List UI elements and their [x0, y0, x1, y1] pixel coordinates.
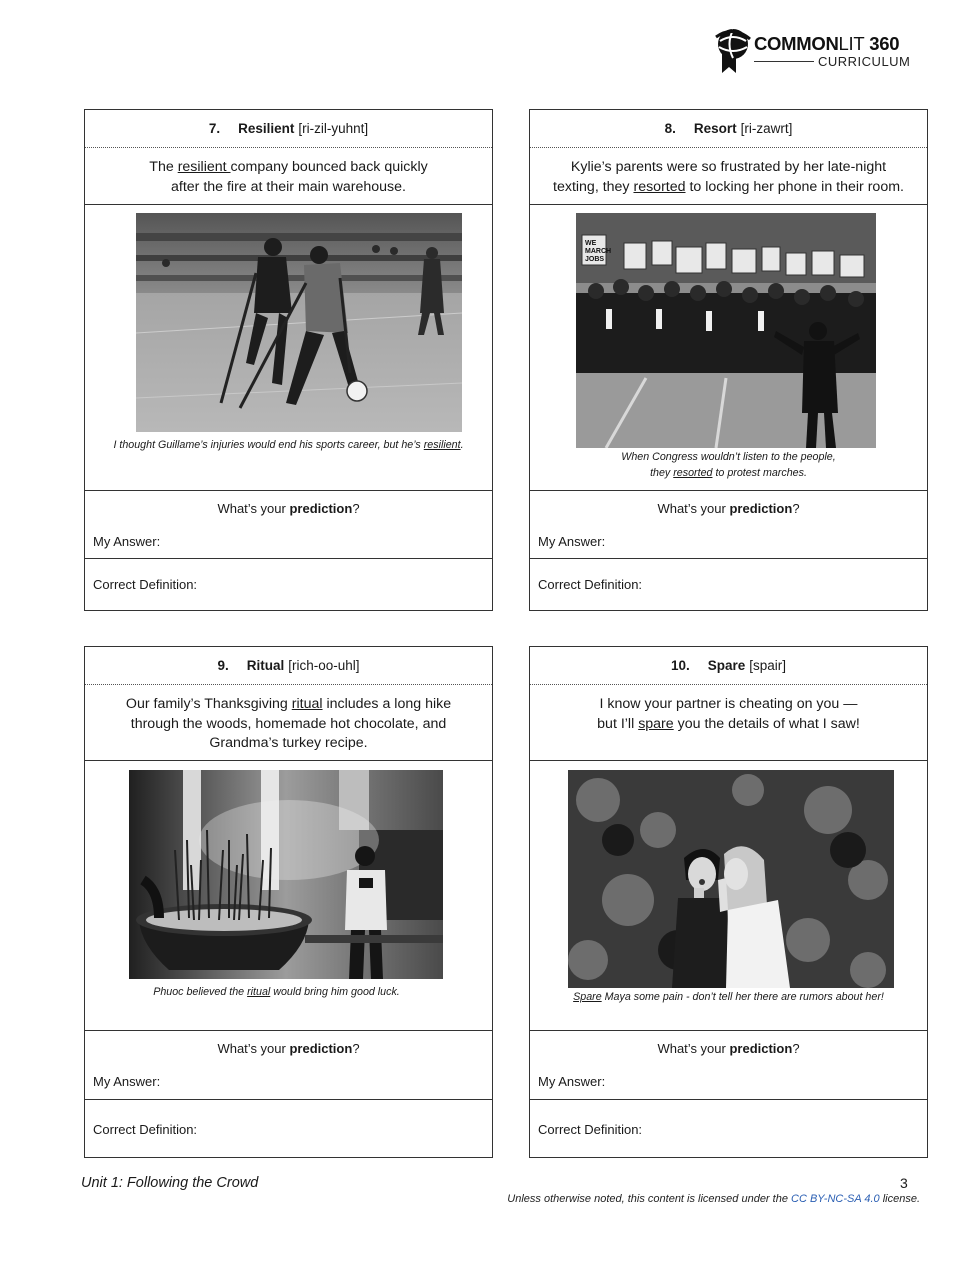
vocab-card-9: [84, 646, 493, 1158]
image-caption: When Congress wouldn’t listen to the people, they resorted to protest marches.: [621, 451, 836, 479]
vocab-card-8: [529, 109, 928, 611]
pronunciation: [ri-zawrt]: [740, 121, 793, 136]
pronunciation: [spair]: [749, 658, 787, 673]
card-number: 8.: [664, 121, 676, 136]
pronunciation: [rich-oo-uhl]: [288, 658, 360, 673]
card-number: 10.: [670, 658, 690, 673]
svg-text:MARCH: MARCH: [585, 248, 612, 255]
correct-definition-field[interactable]: Correct Definition:: [93, 1122, 198, 1137]
incense-temple-photo: [129, 770, 443, 979]
definition-section: [85, 559, 492, 610]
card-title: [530, 110, 927, 148]
svg-text:WE: WE: [585, 240, 597, 247]
protest-march-photo: [576, 213, 876, 448]
amputee-soccer-photo: [136, 213, 462, 432]
my-answer-field[interactable]: My Answer:: [93, 534, 161, 549]
card-title: [530, 647, 927, 685]
logo-subtitle: CURRICULUM: [818, 54, 911, 69]
my-answer-field[interactable]: My Answer:: [93, 1074, 161, 1089]
prediction-question: What’s your prediction?: [657, 501, 800, 516]
pronunciation: [ri-zil-yuhnt]: [298, 121, 369, 136]
example-sentence: Kylie’s parents were so frustrated by her late-night texting, they resorted to locking her phone in their room.: [530, 148, 927, 205]
svg-text:JOBS: JOBS: [585, 256, 605, 263]
card-title: [85, 110, 492, 148]
vocab-word: Resort: [693, 121, 737, 136]
card-number: 9.: [217, 658, 229, 673]
vocab-card-10: [529, 646, 928, 1158]
image-caption: I thought Guillame’s injuries would end his sports career, but he’s resilient.: [113, 439, 464, 451]
image-panel: [85, 205, 492, 491]
vocab-word: Ritual: [246, 658, 285, 673]
prediction-section: [85, 491, 492, 559]
page-number: 3: [900, 1175, 908, 1191]
card-number: 7.: [208, 121, 221, 136]
whispering-girls-photo: [568, 770, 894, 988]
prediction-question: What’s your prediction?: [217, 1041, 360, 1056]
correct-definition-field[interactable]: Correct Definition:: [538, 1122, 643, 1137]
license-notice: Unless otherwise noted, this content is licensed under the CC BY-NC-SA 4.0 license.: [507, 1193, 920, 1205]
correct-definition-field[interactable]: Correct Definition:: [93, 577, 198, 592]
definition-section: [530, 559, 927, 610]
image-panel: [85, 761, 492, 1031]
logo-title: COMMONLIT 360: [754, 33, 900, 54]
license-link[interactable]: CC BY-NC-SA 4.0: [791, 1193, 880, 1205]
vocab-word: Resilient: [238, 121, 295, 136]
image-panel: [530, 205, 927, 491]
image-panel: [530, 761, 927, 1031]
definition-section: [85, 1100, 492, 1157]
prediction-section: [85, 1031, 492, 1100]
prediction-question: What’s your prediction?: [217, 501, 360, 516]
logo-rule: [754, 61, 814, 62]
my-answer-field[interactable]: My Answer:: [538, 1074, 606, 1089]
card-title: [85, 647, 492, 685]
vocab-card-7: [84, 109, 493, 611]
vocab-word: Spare: [707, 658, 746, 673]
prediction-question: What’s your prediction?: [657, 1041, 800, 1056]
correct-definition-field[interactable]: Correct Definition:: [538, 577, 643, 592]
example-sentence: I know your partner is cheating on you — but I’ll spare you the details of what I saw!: [530, 685, 927, 761]
prediction-section: [530, 1031, 927, 1100]
example-sentence: The resilient company bounced back quickly after the fire at their main warehouse.: [85, 148, 492, 205]
unit-title: Unit 1: Following the Crowd: [81, 1175, 259, 1191]
image-caption: Phuoc believed the ritual would bring him good luck.: [153, 986, 400, 998]
definition-section: [530, 1100, 927, 1157]
example-sentence: Our family’s Thanksgiving ritual includes a long hike through the woods, homemade hot chocolate, and Grandma’s turkey recipe.: [85, 685, 492, 761]
globe-ribbon-icon: [714, 27, 752, 75]
prediction-section: [530, 491, 927, 559]
image-caption: Spare Maya some pain - don’t tell her there are rumors about her!: [573, 991, 884, 1003]
commonlit-logo: [714, 27, 924, 77]
my-answer-field[interactable]: My Answer:: [538, 534, 606, 549]
